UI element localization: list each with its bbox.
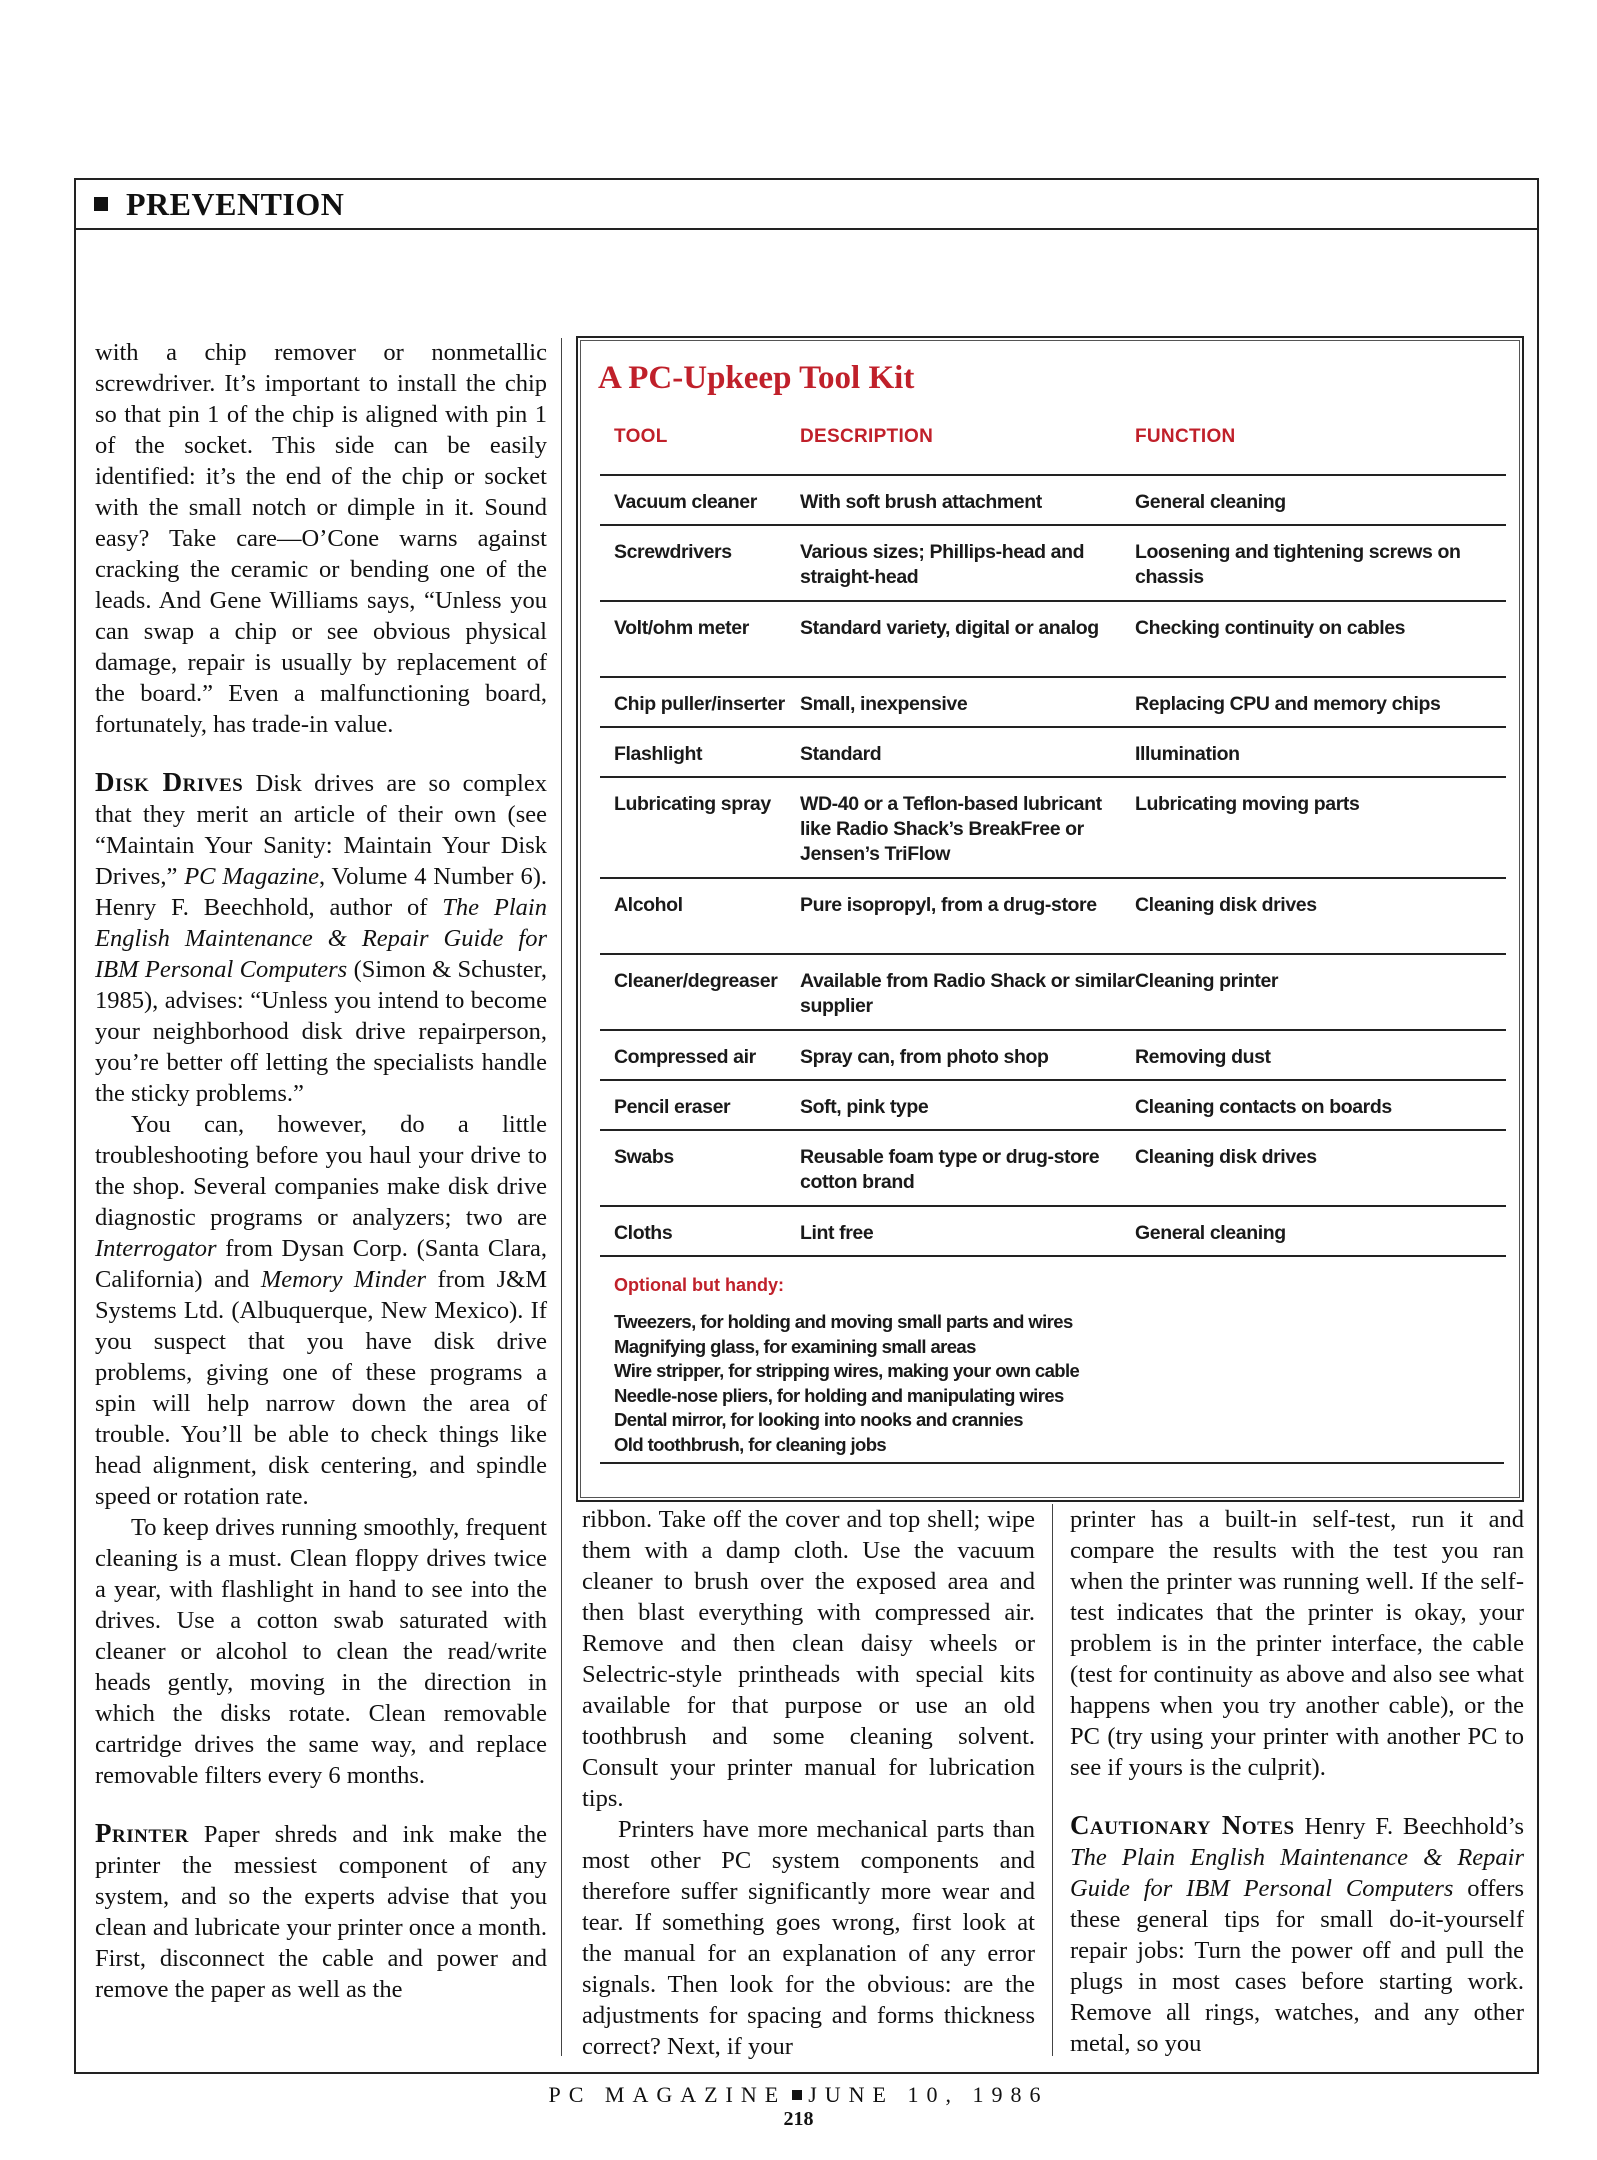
column-header-tool: TOOL [614,426,668,447]
paragraph: You can, however, do a little troubleshooting before you haul your drive to the shop. Several companies make disk drive diagnostic programs or analyzers; two are Interrogator from Dysan Corp. (Santa Clara, California) and Memory Minder from J&M Systems Ltd. (Albuquerque, New Mexico). If you suspect that you have disk drive problems, giving one of these programs a spin will help narrow down the area of trouble. You’ll be able to check things like head alignment, disk centering, and spindle speed or rotation rate. [95,1111,547,1510]
table-row [600,1081,1506,1131]
optional-heading: Optional but handy: [614,1275,784,1295]
table-cell-tool: Swabs [614,1146,674,1168]
table-cell-description: Various sizes; Phillips-head and straight-head [800,541,1085,588]
table-row [600,879,1506,955]
column-1 [95,337,547,2005]
table-cell-tool: Alcohol [614,894,683,916]
table-cell-description: Pure isopropyl, from a drug-store [800,894,1097,916]
table-cell-description: Lint free [800,1222,874,1244]
optional-item: Needle-nose pliers, for holding and manipulating wires [614,1384,1064,1406]
table-cell-function: Cleaning disk drives [1135,1146,1317,1168]
printer-heading: Printer [95,1818,189,1848]
optional-item: Dental mirror, for looking into nooks and crannies [614,1409,1023,1431]
table-cell-tool: Chip puller/inserter [614,693,785,715]
table-cell-tool: Volt/ohm meter [614,617,749,639]
footer-bullet-icon [792,2090,802,2100]
table-row [600,476,1506,526]
table-cell-function: Lubricating moving parts [1135,793,1360,815]
table-cell-tool: Lubricating spray [614,793,771,815]
footer-magazine: PC MAGAZINE [548,2082,787,2107]
optional-list [614,1310,1079,1458]
page-footer [0,2082,1597,2108]
paragraph: To keep drives running smoothly, frequent cleaning is a must. Clean floppy drives twice a year, with flashlight in hand to see into the drives. Use a cotton swab saturated with cleaner or alcohol to clean the read/write heads gently, moving in the direction in which the disks rotate. Clean removable cartridge drives the same way, and replace removable filters every 6 months. [95,1514,547,1789]
table-cell-description: Small, inexpensive [800,693,968,715]
table-row [600,526,1506,602]
table-cell-function: Checking continuity on cables [1135,617,1406,639]
table-cell-function: Loosening and tightening screws on chassis [1135,541,1461,588]
table-cell-description: With soft brush attachment [800,491,1042,513]
optional-item: Tweezers, for holding and moving small parts and wires [614,1311,1073,1332]
paragraph: Cautionary Notes Henry F. Beechhold’s The Plain English Maintenance & Repair Guide for IBM Personal Computers offers these general tips for small do-it-yourself repair jobs: Turn the power off and pull the plugs in most cases before starting work. Remove all rings, watches, and any other metal, so you [1070,1810,1524,2057]
optional-item: Old toothbrush, for cleaning jobs [614,1433,887,1455]
table-cell-description: Standard variety, digital or analog [800,617,1099,639]
sidebar-title: A PC-Upkeep Tool Kit [598,360,915,396]
paragraph: ribbon. Take off the cover and top shell; wipe them with a damp cloth. Use the vacuum cleaner to brush over the exposed area and then blast everything with compressed air. Remove and then clean daisy wheels or Selectric-style printheads with special kits available for that purpose or use an old toothbrush and some cleaning solvent. Consult your printer manual for lubrication tips. [582,1506,1035,1812]
page-number: 218 [783,2108,814,2130]
cautionary-notes-heading: Cautionary Notes [1070,1810,1295,1840]
table-row [600,1031,1506,1081]
table-row [600,728,1506,778]
footer-date: JUNE 10, 1986 [808,2082,1049,2107]
disk-drives-heading: Disk Drives [95,767,244,797]
table-cell-function: Illumination [1135,743,1240,765]
section-title: PREVENTION [126,185,345,222]
table-cell-description: Standard [800,743,882,765]
column-header-description: DESCRIPTION [800,426,934,447]
table-cell-function: Removing dust [1135,1046,1271,1068]
table-row [600,678,1506,728]
table-cell-tool: Flashlight [614,743,703,765]
column-header-function: FUNCTION [1135,426,1236,447]
paragraph: Disk Drives Disk drives are so complex that they merit an article of their own (see “Maintain Your Sanity: Maintain Your Disk Drives,” PC Magazine, Volume 4 Number 6). Henry F. Beechhold, author of The Plain English Maintenance & Repair Guide for IBM Personal Computers (Simon & Schuster, 1985), advises: “Unless you intend to become your neighborhood disk drive repairperson, you’re better off letting the specialists handle the sticky problems.” [95,767,547,1107]
table-cell-function: General cleaning [1135,491,1286,513]
section-header [74,178,1539,230]
table-row [600,955,1506,1031]
column-2 [582,1504,1035,2062]
table-cell-tool: Screwdrivers [614,541,732,563]
bullet-square-icon [94,197,108,211]
paragraph: Printers have more mechanical parts than most other PC system components and therefore suffer significantly more wear and tear. If something goes wrong, first look at the manual for an explanation of any error signals. Then look for the obvious: are the adjustments for spacing and forms thickness correct? Next, if your [582,1816,1035,2060]
table-row [600,1207,1506,1257]
column-divider [561,338,562,2056]
table-cell-function: Cleaning printer [1135,970,1279,992]
table-cell-function: Cleaning disk drives [1135,894,1317,916]
table-cell-tool: Pencil eraser [614,1096,731,1118]
table-cell-tool: Cleaner/degreaser [614,970,778,992]
paragraph: with a chip remover or nonmetallic screwdriver. It’s important to install the chip so that pin 1 of the chip is aligned with pin 1 of the socket. This side can be easily identified: it’s the end of the chip or socket with the small notch or dimple in it. Sound easy? Take care—O’Cone warns against cracking the ceramic or bending one of the leads. And Gene Williams says, “Unless you can swap a chip or see obvious physical damage, repair is usually by replacement of the board.” Even a malfunctioning board, fortunately, has trade-in value. [95,339,547,738]
table-cell-description: Available from Radio Shack or similar supplier [800,970,1135,1017]
table-cell-function: Cleaning contacts on boards [1135,1096,1392,1118]
table-cell-description: Spray can, from photo shop [800,1046,1049,1068]
table-cell-description: WD-40 or a Teflon-based lubricant like Radio Shack’s BreakFree or Jensen’s TriFlow [800,793,1102,865]
sidebar-bottom-rule [600,1462,1504,1464]
table-cell-function: Replacing CPU and memory chips [1135,693,1441,715]
table-cell-tool: Vacuum cleaner [614,491,757,513]
table-cell-description: Reusable foam type or drug-store cotton brand [800,1146,1100,1193]
table-row [600,602,1506,678]
tool-kit-sidebar [576,336,1524,1502]
table-cell-tool: Cloths [614,1222,673,1244]
table-cell-tool: Compressed air [614,1046,756,1068]
optional-item: Magnifying glass, for examining small areas [614,1335,976,1357]
paragraph: Printer Paper shreds and ink make the printer the messiest component of any system, and so the experts advise that you clean and lubricate your printer once a month. First, disconnect the cable and power and remove the paper as well as the [95,1818,547,2003]
column-divider [1052,1504,1053,2056]
table-row [600,1131,1506,1207]
table-row [600,778,1506,879]
table-cell-function: General cleaning [1135,1222,1286,1244]
table-body [600,476,1506,1257]
table-cell-description: Soft, pink type [800,1096,929,1118]
table-header-row [600,426,1506,476]
optional-item: Wire stripper, for stripping wires, making your own cable [614,1360,1080,1382]
column-3 [1070,1504,1524,2059]
paragraph: printer has a built-in self-test, run it and compare the results with the test you ran when the printer was running well. If the self-test indicates that the printer is okay, your problem is in the printer interface, the cable (test for continuity as above and also see what happens when you try another cable), or the PC (try using your printer with another PC to see if yours is the culprit). [1070,1506,1524,1781]
tool-kit-table [600,426,1506,1257]
